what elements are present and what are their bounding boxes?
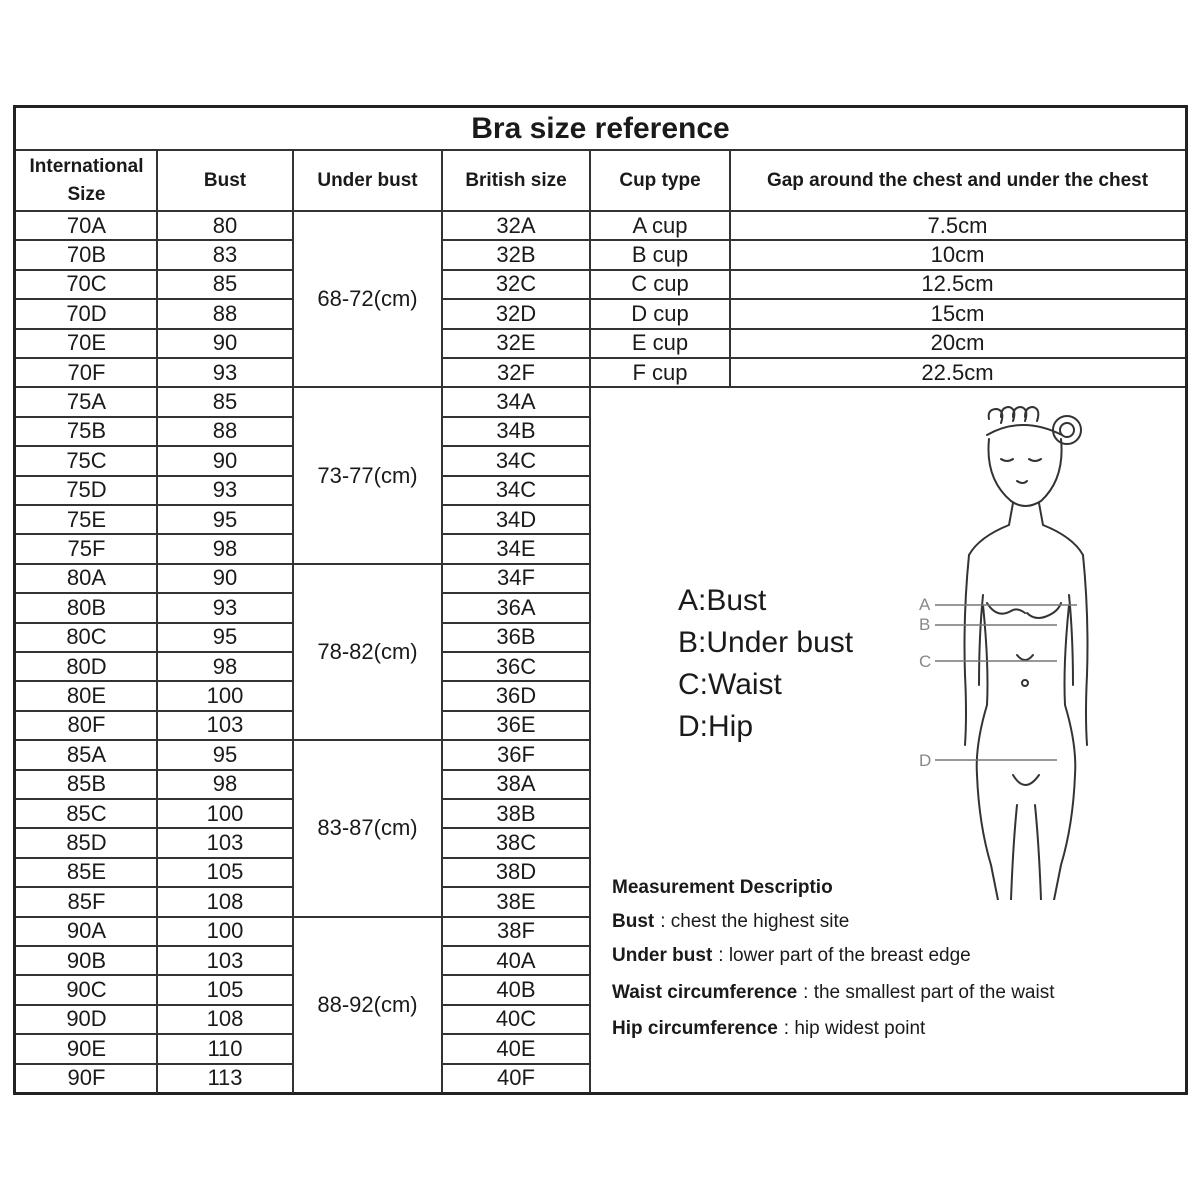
under-bust-range-cell: 68-72(cm) [317,286,418,312]
intl-size-cell: 85E [66,859,107,885]
british-size-cell: 40B [496,977,536,1003]
british-size-cell: 32E [496,330,536,356]
figure-label-b: B [919,615,931,634]
cup-type-cell: F cup [632,359,688,385]
bust-cell: 98 [212,653,238,679]
bust-cell: 108 [206,888,244,914]
cup-type-cell: D cup [631,300,689,326]
intl-size-cell: 90E [66,1035,107,1061]
british-size-cell: 36D [495,683,537,709]
intl-size-cell: 85D [66,830,107,856]
intl-size-cell: 70F [67,359,106,385]
intl-size-cell: 70E [66,330,107,356]
gap-cell: 10cm [930,242,985,268]
bust-cell: 85 [212,271,238,297]
bust-cell: 98 [212,771,238,797]
british-size-cell: 36C [495,653,537,679]
british-size-cell: 38D [495,859,537,885]
intl-size-cell: 75E [66,506,107,532]
intl-size-cell: 75B [66,418,107,444]
gap-cell: 15cm [930,300,985,326]
british-size-cell: 36B [496,624,536,650]
description-title: Measurement Descriptio [612,878,833,897]
bust-cell: 80 [212,212,238,238]
description-item [612,1019,925,1038]
british-size-cell: 32D [495,300,537,326]
british-size-cell: 36A [496,594,536,620]
intl-size-cell: 85B [66,771,107,797]
intl-size-cell: 85A [66,741,107,767]
description-term: Under bust [612,945,713,966]
description-text: : lower part of the breast edge [718,945,971,966]
intl-size-cell: 90C [66,977,107,1003]
header-international-size: International Size [29,155,144,205]
intl-size-cell: 80C [66,624,107,650]
intl-size-cell: 90A [66,918,107,944]
legend-item: A:Bust [678,584,767,617]
intl-size-cell: 85F [67,888,106,914]
header-gap: Gap around the chest and under the chest [766,169,1149,191]
british-size-cell: 38B [496,800,536,826]
intl-size-cell: 80E [66,683,107,709]
british-size-cell: 38F [497,918,535,944]
gap-cell: 7.5cm [927,212,988,238]
bust-cell: 85 [212,389,238,415]
british-size-cell: 38E [496,888,536,914]
british-size-cell: 32C [495,271,537,297]
bust-cell: 105 [206,977,244,1003]
bust-cell: 113 [207,1065,243,1091]
bust-cell: 105 [206,859,244,885]
header-bust: Bust [203,169,247,191]
bust-cell: 90 [212,565,238,591]
bust-cell: 103 [206,947,244,973]
intl-size-cell: 80A [66,565,107,591]
bust-cell: 110 [207,1035,243,1061]
gap-cell: 22.5cm [921,359,994,385]
description-item [612,983,1055,1002]
chart-title: Bra size reference [471,112,730,145]
header-cup-type: Cup type [619,169,701,191]
gap-cell: 12.5cm [921,271,994,297]
bust-cell: 93 [212,477,238,503]
figure-label-d: D [919,751,932,770]
intl-size-cell: 75C [66,447,107,473]
bust-cell: 108 [206,1006,244,1032]
description-term: Waist circumference [612,982,798,1003]
description-text: : chest the highest site [660,911,850,932]
bust-cell: 103 [206,830,244,856]
bust-cell: 93 [212,359,238,385]
british-size-cell: 34C [495,447,537,473]
british-size-cell: 36F [497,741,535,767]
intl-size-cell: 75D [66,477,107,503]
bust-cell: 88 [212,418,238,444]
figure-label-c: C [919,652,932,671]
legend-item: C:Waist [678,668,782,701]
under-bust-range-cell: 88-92(cm) [317,991,418,1017]
bust-cell: 90 [212,330,238,356]
intl-size-cell: 70A [66,212,107,238]
intl-size-cell: 85C [66,800,107,826]
under-bust-range-cell: 83-87(cm) [317,815,418,841]
gap-cell: 20cm [930,330,985,356]
british-size-cell: 38A [496,771,536,797]
british-size-cell: 34E [496,536,536,562]
cup-type-cell: C cup [631,271,689,297]
british-size-cell: 36E [496,712,536,738]
bust-cell: 95 [212,506,238,532]
bust-cell: 83 [212,242,238,268]
bust-cell: 95 [212,624,238,650]
body-figure-illustration [917,405,1107,900]
british-size-cell: 34D [495,506,537,532]
figure-label-a: A [919,595,931,614]
cup-type-cell: A cup [632,212,688,238]
british-size-cell: 32A [496,212,536,238]
bust-cell: 93 [212,594,238,620]
cup-row-divider [590,386,1185,388]
british-size-cell: 40F [497,1065,535,1091]
british-size-cell: 32B [496,242,536,268]
intl-size-cell: 90D [66,1006,107,1032]
description-term: Hip circumference [612,1018,778,1039]
legend-item: D:Hip [678,710,754,743]
bust-cell: 90 [212,447,238,473]
british-size-cell: 34A [496,389,536,415]
description-item [612,912,849,931]
intl-size-cell: 90B [66,947,107,973]
british-size-cell: 34C [495,477,537,503]
british-size-cell: 40C [495,1006,537,1032]
bust-cell: 100 [206,918,244,944]
description-item [612,946,971,965]
british-size-cell: 40A [496,947,536,973]
cup-type-cell: E cup [631,330,689,356]
bust-cell: 98 [212,536,238,562]
header-british-size: British size [465,169,567,191]
british-size-cell: 32F [497,359,535,385]
under-bust-range-cell: 78-82(cm) [317,638,418,664]
header-under-bust: Under bust [317,169,418,191]
description-term: Bust [612,911,655,932]
cup-type-cell: B cup [631,242,689,268]
intl-size-cell: 75A [66,389,107,415]
intl-size-cell: 80D [66,653,107,679]
under-bust-range-cell: 73-77(cm) [317,462,418,488]
intl-size-cell: 70D [66,300,107,326]
bust-cell: 103 [206,712,244,738]
british-size-cell: 34F [497,565,535,591]
intl-size-cell: 80B [66,594,107,620]
bust-cell: 95 [212,741,238,767]
legend-item: B:Under bust [678,626,854,659]
intl-size-cell: 80F [67,712,106,738]
british-size-cell: 40E [496,1035,536,1061]
intl-size-cell: 70C [66,271,107,297]
description-text: : the smallest part of the waist [803,982,1055,1003]
description-text: : hip widest point [783,1018,926,1039]
bust-cell: 100 [206,683,244,709]
intl-size-cell: 75F [67,536,106,562]
bust-cell: 88 [212,300,238,326]
british-size-cell: 38C [495,830,537,856]
british-size-cell: 34B [496,418,536,444]
intl-size-cell: 90F [67,1065,106,1091]
intl-size-cell: 70B [66,242,107,268]
bust-cell: 100 [206,800,244,826]
